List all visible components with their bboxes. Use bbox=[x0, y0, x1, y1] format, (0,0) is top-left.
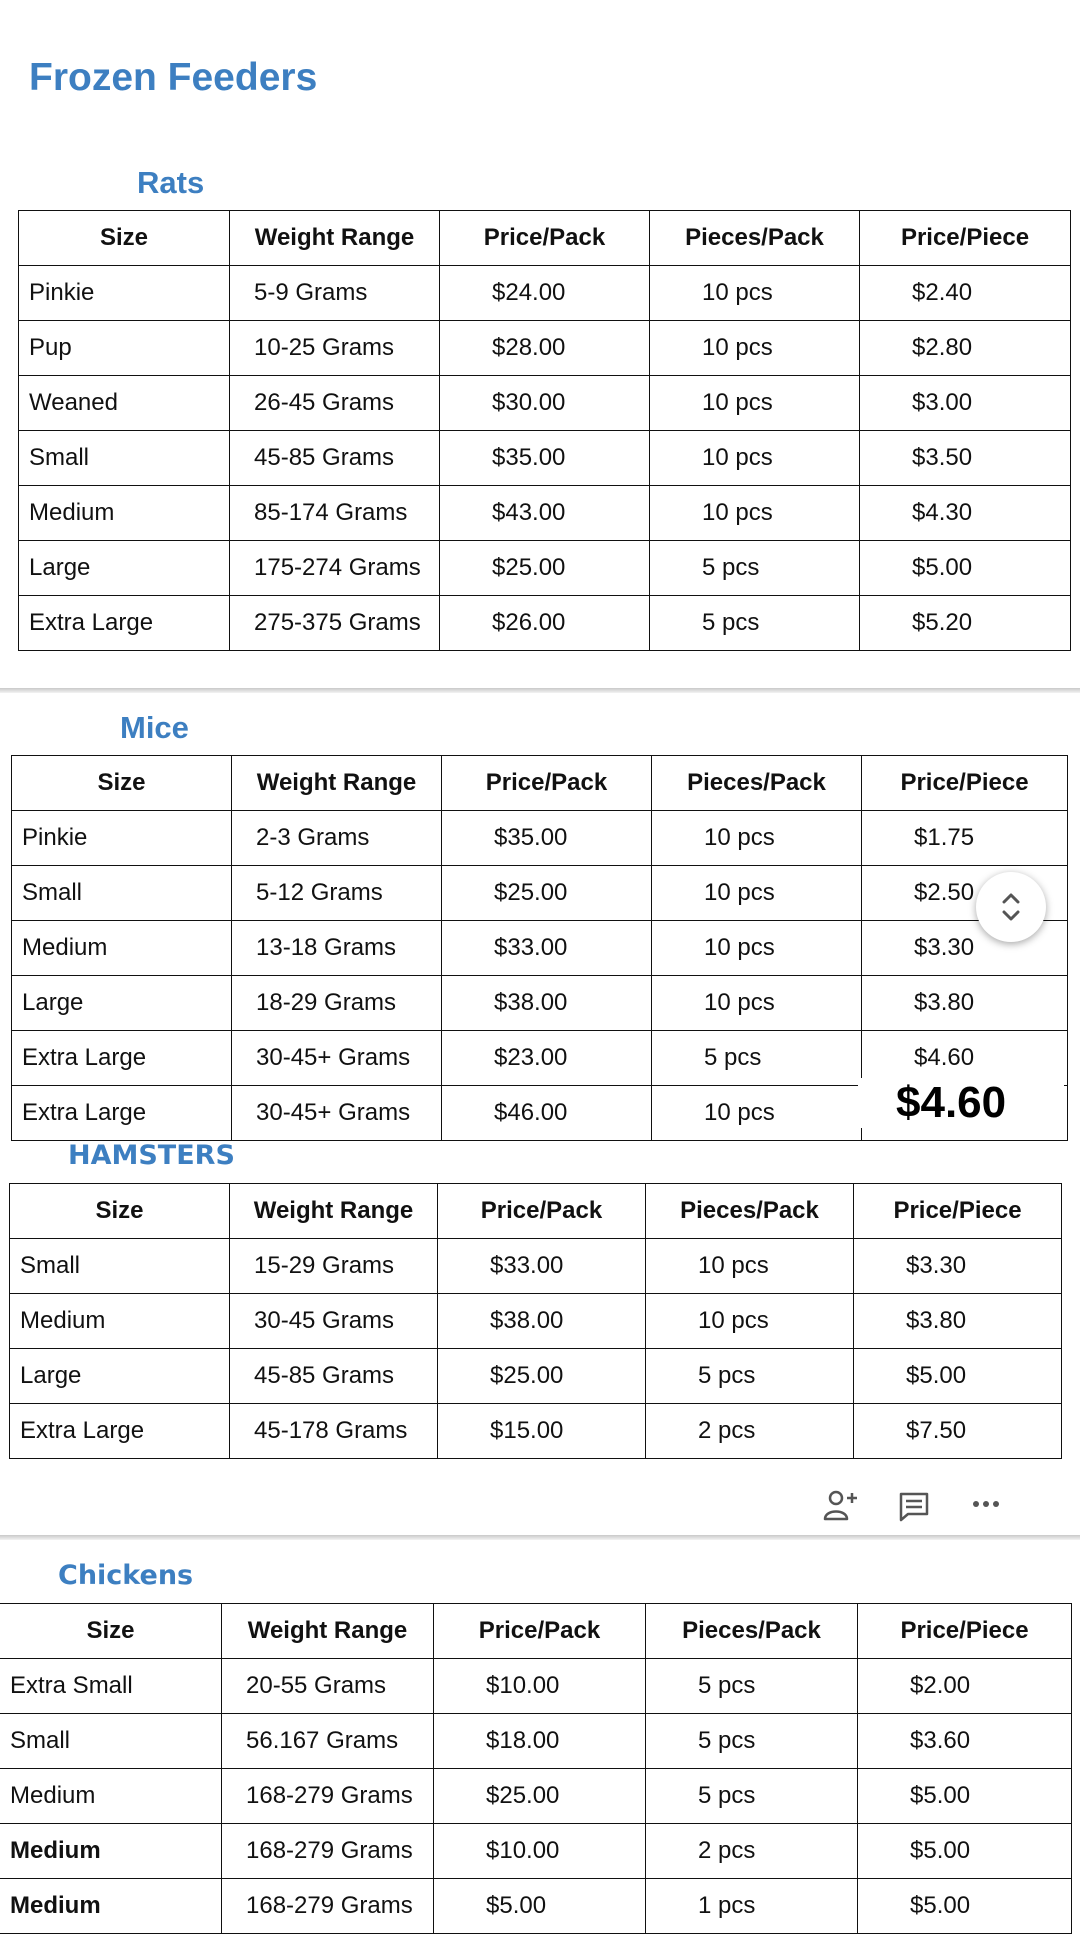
cell-size: Weaned bbox=[19, 376, 230, 431]
cell-pieces-pack: 10 pcs bbox=[650, 321, 860, 376]
table-row bbox=[0, 1769, 1072, 1824]
cell-price-pack: $10.00 bbox=[434, 1824, 646, 1879]
cell-pieces-pack: 10 pcs bbox=[652, 811, 862, 866]
cell-weight: 45-85 Grams bbox=[230, 1349, 438, 1404]
cell-price-pack: $30.00 bbox=[440, 376, 650, 431]
cell-weight: 85-174 Grams bbox=[230, 486, 440, 541]
cell-price-piece: $2.80 bbox=[860, 321, 1071, 376]
table-row bbox=[10, 1294, 1062, 1349]
cell-size: Small bbox=[10, 1239, 230, 1294]
cell-pieces-pack: 5 pcs bbox=[652, 1031, 862, 1086]
cell-price-pack: $28.00 bbox=[440, 321, 650, 376]
cell-pieces-pack: 10 pcs bbox=[652, 1086, 862, 1141]
cell-size: Pup bbox=[19, 321, 230, 376]
cell-weight: 2-3 Grams bbox=[232, 811, 442, 866]
cell-price-pack: $35.00 bbox=[440, 431, 650, 486]
column-header-price-piece: Price/Piece bbox=[858, 1604, 1072, 1659]
column-header-price-pack: Price/Pack bbox=[438, 1184, 646, 1239]
cell-pieces-pack: 10 pcs bbox=[650, 376, 860, 431]
cell-weight: 13-18 Grams bbox=[232, 921, 442, 976]
cell-weight: 10-25 Grams bbox=[230, 321, 440, 376]
scroll-control-button[interactable] bbox=[976, 872, 1046, 942]
cell-price-piece: $5.00 bbox=[858, 1879, 1072, 1934]
cell-size: Medium bbox=[10, 1294, 230, 1349]
cell-size: Extra Large bbox=[12, 1031, 232, 1086]
cell-weight: 45-178 Grams bbox=[230, 1404, 438, 1459]
cell-weight: 168-279 Grams bbox=[222, 1769, 434, 1824]
cell-price-piece: $7.50 bbox=[854, 1404, 1062, 1459]
cell-pieces-pack: 10 pcs bbox=[652, 866, 862, 921]
cell-price-piece: $5.00 bbox=[854, 1349, 1062, 1404]
cell-price-piece: $5.00 bbox=[858, 1824, 1072, 1879]
table-header-row bbox=[0, 1604, 1072, 1659]
cell-pieces-pack: 10 pcs bbox=[646, 1294, 854, 1349]
cell-price-piece: $3.30 bbox=[862, 921, 1068, 976]
cell-weight: 20-55 Grams bbox=[222, 1659, 434, 1714]
table-row bbox=[19, 431, 1071, 486]
cell-price-pack: $43.00 bbox=[440, 486, 650, 541]
column-header-price-pack: Price/Pack bbox=[442, 756, 652, 811]
table-row bbox=[0, 1824, 1072, 1879]
cell-weight: 30-45 Grams bbox=[230, 1294, 438, 1349]
cell-pieces-pack: 1 pcs bbox=[646, 1879, 858, 1934]
cell-weight: 45-85 Grams bbox=[230, 431, 440, 486]
cell-weight: 18-29 Grams bbox=[232, 976, 442, 1031]
cell-price-pack: $23.00 bbox=[442, 1031, 652, 1086]
column-header-size: Size bbox=[0, 1604, 222, 1659]
cell-price-pack: $15.00 bbox=[438, 1404, 646, 1459]
cell-weight: 168-279 Grams bbox=[222, 1879, 434, 1934]
cell-price-piece: $2.40 bbox=[860, 266, 1071, 321]
cell-price-piece: $3.60 bbox=[858, 1714, 1072, 1769]
table-row bbox=[12, 921, 1068, 976]
cell-size: Extra Small bbox=[0, 1659, 222, 1714]
section-title-rats: Rats bbox=[137, 165, 205, 200]
cell-price-piece: $3.50 bbox=[860, 431, 1071, 486]
overlay-price: $4.60 bbox=[858, 1078, 1064, 1128]
cell-pieces-pack: 10 pcs bbox=[652, 976, 862, 1031]
cell-size: Small bbox=[12, 866, 232, 921]
cell-size: Medium bbox=[0, 1879, 222, 1934]
add-person-icon[interactable] bbox=[822, 1489, 862, 1523]
column-header-size: Size bbox=[10, 1184, 230, 1239]
table-row bbox=[0, 1714, 1072, 1769]
cell-price-piece: $3.00 bbox=[860, 376, 1071, 431]
cell-size: Extra Large bbox=[10, 1404, 230, 1459]
column-header-pieces-pack: Pieces/Pack bbox=[646, 1604, 858, 1659]
table-row bbox=[19, 266, 1071, 321]
table-row bbox=[19, 376, 1071, 431]
cell-price-pack: $38.00 bbox=[438, 1294, 646, 1349]
page-title: Frozen Feeders bbox=[29, 56, 318, 99]
column-header-price-piece: Price/Piece bbox=[860, 211, 1071, 266]
table-row bbox=[0, 1659, 1072, 1714]
cell-price-pack: $18.00 bbox=[434, 1714, 646, 1769]
cell-size: Extra Large bbox=[12, 1086, 232, 1141]
column-header-weight: Weight Range bbox=[222, 1604, 434, 1659]
hamsters-table bbox=[9, 1183, 1062, 1459]
table-row bbox=[12, 976, 1068, 1031]
cell-size: Medium bbox=[12, 921, 232, 976]
cell-price-piece: $1.75 bbox=[862, 811, 1068, 866]
column-header-price-pack: Price/Pack bbox=[434, 1604, 646, 1659]
cell-price-piece: $3.30 bbox=[854, 1239, 1062, 1294]
cell-price-piece: $2.50 bbox=[862, 866, 1068, 921]
cell-weight: 26-45 Grams bbox=[230, 376, 440, 431]
column-header-pieces-pack: Pieces/Pack bbox=[646, 1184, 854, 1239]
cell-size: Medium bbox=[0, 1824, 222, 1879]
column-header-weight: Weight Range bbox=[232, 756, 442, 811]
table-header-row bbox=[12, 756, 1068, 811]
cell-price-piece: $4.60 bbox=[862, 1031, 1068, 1086]
table-header-row bbox=[10, 1184, 1062, 1239]
table-row bbox=[12, 811, 1068, 866]
table-row bbox=[10, 1404, 1062, 1459]
page-separator bbox=[0, 688, 1080, 693]
table-row bbox=[0, 1879, 1072, 1934]
cell-size: Large bbox=[19, 541, 230, 596]
cell-price-pack: $33.00 bbox=[438, 1239, 646, 1294]
page-separator bbox=[0, 1535, 1080, 1540]
cell-price-piece: $3.80 bbox=[862, 976, 1068, 1031]
cell-price-piece: $3.80 bbox=[854, 1294, 1062, 1349]
table-row bbox=[12, 866, 1068, 921]
section-title-chickens: Chickens bbox=[58, 1560, 194, 1591]
column-header-price-pack: Price/Pack bbox=[440, 211, 650, 266]
cell-pieces-pack: 5 pcs bbox=[646, 1659, 858, 1714]
cell-size: Medium bbox=[0, 1769, 222, 1824]
cell-weight: 5-12 Grams bbox=[232, 866, 442, 921]
cell-weight: 30-45+ Grams bbox=[232, 1031, 442, 1086]
cell-price-piece: $2.00 bbox=[858, 1659, 1072, 1714]
cell-price-pack: $10.00 bbox=[434, 1659, 646, 1714]
cell-weight: 15-29 Grams bbox=[230, 1239, 438, 1294]
table-row bbox=[10, 1349, 1062, 1404]
cell-pieces-pack: 5 pcs bbox=[646, 1349, 854, 1404]
cell-size: Pinkie bbox=[19, 266, 230, 321]
cell-price-pack: $46.00 bbox=[442, 1086, 652, 1141]
cell-weight: 30-45+ Grams bbox=[232, 1086, 442, 1141]
cell-price-pack: $38.00 bbox=[442, 976, 652, 1031]
cell-pieces-pack: 5 pcs bbox=[646, 1769, 858, 1824]
cell-price-pack: $25.00 bbox=[434, 1769, 646, 1824]
cell-pieces-pack: 10 pcs bbox=[650, 486, 860, 541]
cell-weight: 168-279 Grams bbox=[222, 1824, 434, 1879]
chevron-up-down-icon bbox=[999, 887, 1023, 927]
cell-size: Pinkie bbox=[12, 811, 232, 866]
column-header-size: Size bbox=[12, 756, 232, 811]
cell-price-pack: $26.00 bbox=[440, 596, 650, 651]
column-header-price-piece: Price/Piece bbox=[854, 1184, 1062, 1239]
more-icon[interactable] bbox=[972, 1498, 1000, 1510]
column-header-pieces-pack: Pieces/Pack bbox=[650, 211, 860, 266]
column-header-pieces-pack: Pieces/Pack bbox=[652, 756, 862, 811]
cell-price-piece: $5.00 bbox=[860, 541, 1071, 596]
cell-price-pack: $33.00 bbox=[442, 921, 652, 976]
cell-price-piece: $5.20 bbox=[860, 596, 1071, 651]
cell-pieces-pack: 10 pcs bbox=[646, 1239, 854, 1294]
column-header-price-piece: Price/Piece bbox=[862, 756, 1068, 811]
cell-size: Large bbox=[10, 1349, 230, 1404]
cell-pieces-pack: 10 pcs bbox=[652, 921, 862, 976]
cell-size: Large bbox=[12, 976, 232, 1031]
cell-pieces-pack: 5 pcs bbox=[650, 541, 860, 596]
cell-pieces-pack: 10 pcs bbox=[650, 266, 860, 321]
cell-size: Extra Large bbox=[19, 596, 230, 651]
cell-price-pack: $24.00 bbox=[440, 266, 650, 321]
table-row bbox=[19, 541, 1071, 596]
cell-pieces-pack: 5 pcs bbox=[650, 596, 860, 651]
cell-size: Small bbox=[0, 1714, 222, 1769]
cell-price-pack: $25.00 bbox=[438, 1349, 646, 1404]
cell-pieces-pack: 10 pcs bbox=[650, 431, 860, 486]
cell-weight: 175-274 Grams bbox=[230, 541, 440, 596]
table-header-row bbox=[19, 211, 1071, 266]
cell-price-piece: $4.30 bbox=[860, 486, 1071, 541]
rats-table bbox=[18, 210, 1071, 651]
column-header-size: Size bbox=[19, 211, 230, 266]
cell-pieces-pack: 2 pcs bbox=[646, 1824, 858, 1879]
chickens-table bbox=[0, 1603, 1072, 1934]
cell-size: Small bbox=[19, 431, 230, 486]
cell-price-pack: $5.00 bbox=[434, 1879, 646, 1934]
comment-icon[interactable] bbox=[898, 1491, 930, 1523]
cell-price-piece: $5.00 bbox=[858, 1769, 1072, 1824]
column-header-weight: Weight Range bbox=[230, 1184, 438, 1239]
table-row bbox=[19, 596, 1071, 651]
table-row bbox=[19, 321, 1071, 376]
column-header-weight: Weight Range bbox=[230, 211, 440, 266]
table-row bbox=[19, 486, 1071, 541]
cell-size: Medium bbox=[19, 486, 230, 541]
cell-weight: 5-9 Grams bbox=[230, 266, 440, 321]
cell-pieces-pack: 2 pcs bbox=[646, 1404, 854, 1459]
table-row bbox=[10, 1239, 1062, 1294]
cell-price-pack: $35.00 bbox=[442, 811, 652, 866]
section-title-hamsters: HAMSTERS bbox=[68, 1140, 235, 1171]
cell-pieces-pack: 5 pcs bbox=[646, 1714, 858, 1769]
cell-weight: 56.167 Grams bbox=[222, 1714, 434, 1769]
cell-weight: 275-375 Grams bbox=[230, 596, 440, 651]
cell-price-pack: $25.00 bbox=[442, 866, 652, 921]
cell-price-pack: $25.00 bbox=[440, 541, 650, 596]
section-title-mice: Mice bbox=[120, 710, 189, 745]
